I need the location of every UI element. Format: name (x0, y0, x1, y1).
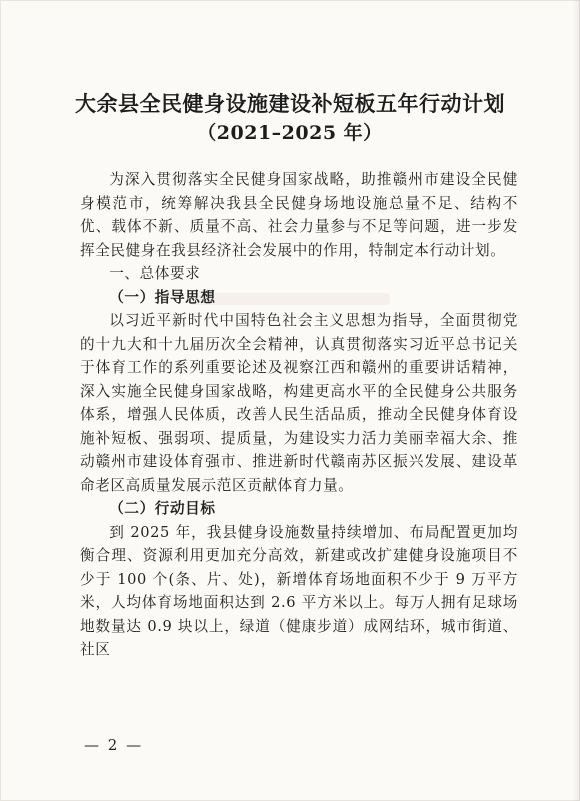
subsection-heading-guiding-ideology: （一）指导思想 (109, 288, 216, 306)
page-number: — 2 — (84, 736, 144, 754)
section-heading-general-requirements: 一、总体要求 (109, 265, 201, 282)
action-goals-paragraph: 到 2025 年，我县健身设施数量持续增加、布局配置更加均衡合理、资源利用更加充分高效，新建或改扩建健身设施项目不少于 100 个(条、片、处)，新增体育场地面积不少于 9 万平方米，人均体育场地面积达到 2.6 平方米以上。每万人拥有足球场地数量达 0.9 块以上，绿道（健康步道）成网结环，城市街道、社区 (80, 523, 518, 658)
document-body (80, 168, 518, 662)
document-subtitle: （2021–2025 年） (197, 122, 383, 144)
document-title: 大余县全民健身设施建设补短板五年行动计划 (75, 91, 505, 116)
subsection-heading-action-goals: （二）行动目标 (109, 500, 216, 517)
intro-paragraph: 为深入贯彻落实全民健身国家战略，助推赣州市建设全民健身模范市，统筹解决我县全民健身场地设施总量不足、结构不优、载体不新、质量不高、社会力量参与不足等问题，进一步发挥全民健身在我县经济社会发展中的作用，特制定本行动计划。 (80, 171, 518, 259)
guiding-ideology-paragraph: 以习近平新时代中国特色社会主义思想为指导，全面贯彻党的十九大和十九届历次全会精神，认真贯彻落实习近平总书记关于体育工作的系列重要论述及视察江西和赣州的重要讲话精神，深入实施全民健身国家战略，构建更高水平的全民健身公共服务体系，增强人民体质，改善人民生活品质，推动全民健身体育设施补短板、强弱项、提质量，为建设实力活力美丽幸福大余、推动赣州市建设体育强市、推进新时代赣南苏区振兴发展、建设革命老区高质量发展示范区贡献体育力量。 (80, 312, 518, 494)
